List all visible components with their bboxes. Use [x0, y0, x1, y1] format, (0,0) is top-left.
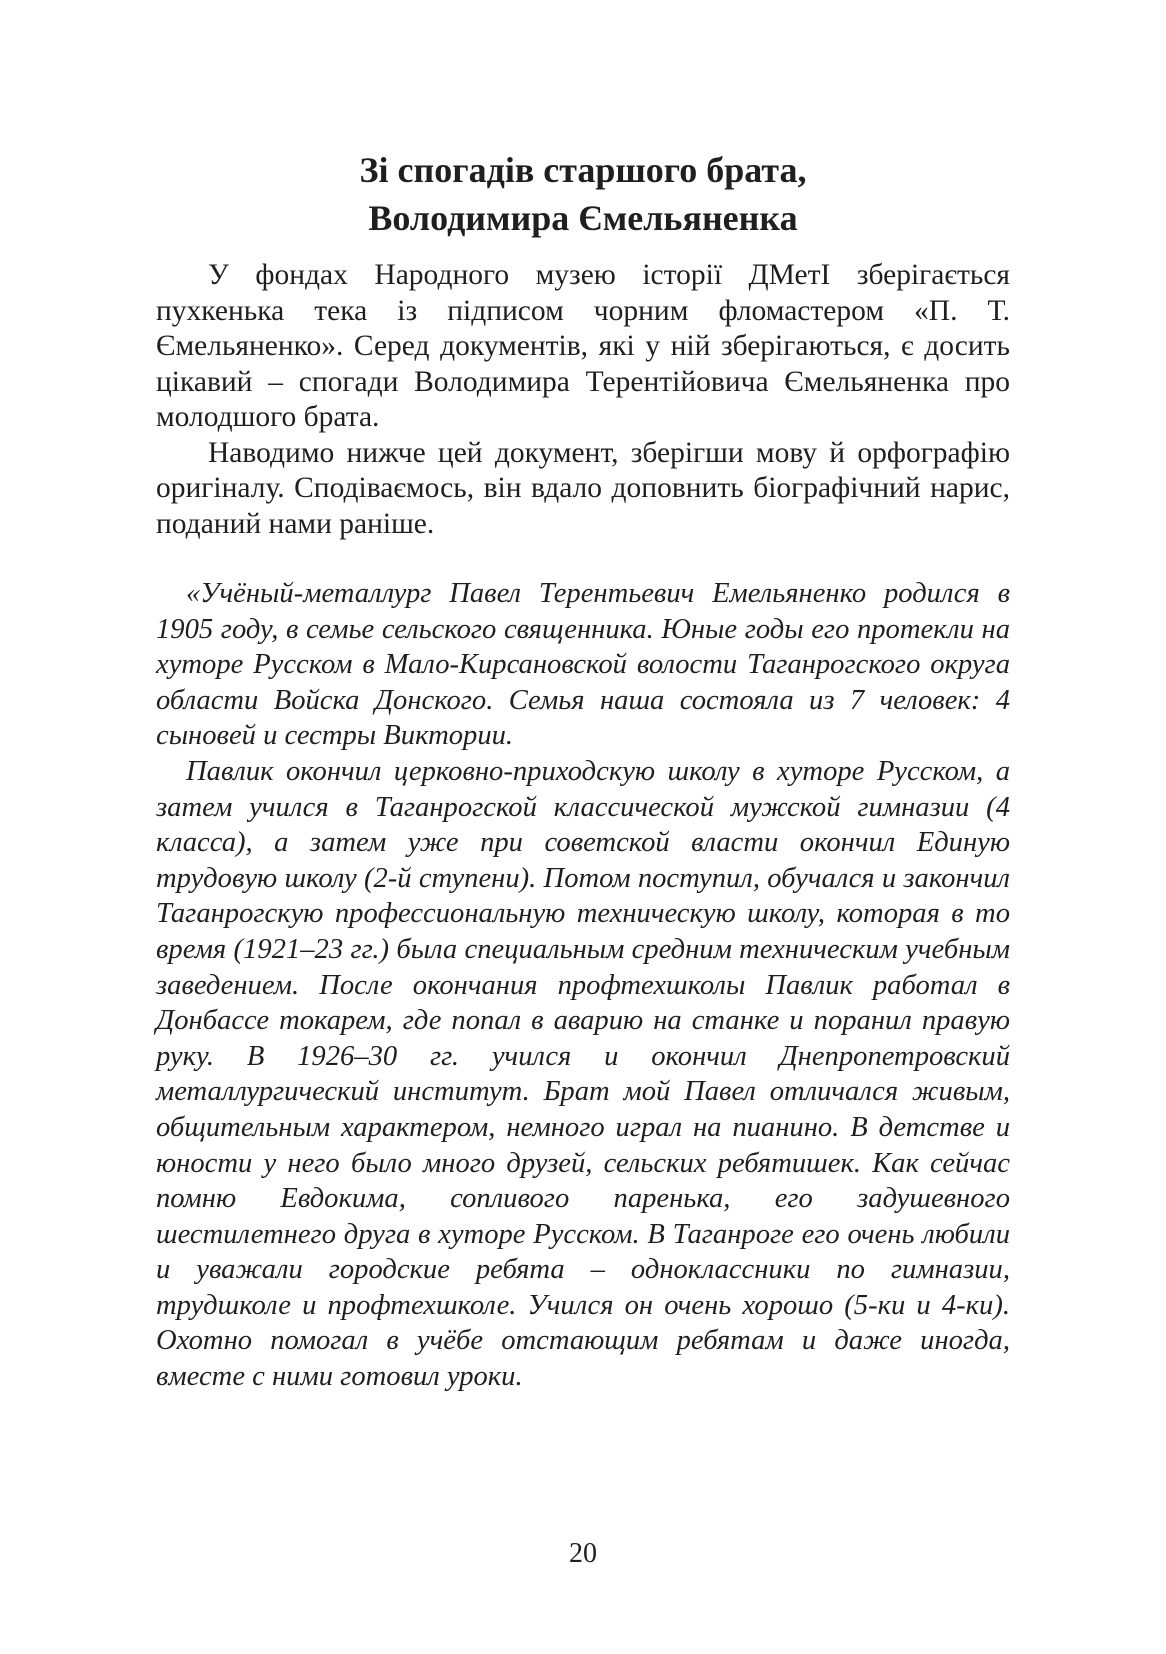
memoir-paragraph-2: Павлик окончил церковно-приходскую школу в хуторе Русском, а затем учился в Таганрогской классической мужской гимназии (4 класса), а затем уже при советской власти окончил Единую трудовую школу (2-й ступени). Потом поступил, обучался и закончил Таганрогскую профессиональную техническую школу, которая в то время (1921–23 гг.) была специальным средним техническим учебным заведением. После окончания профтехшколы Павлик работал в Донбассе токарем, где попал в аварию на станке и поранил правую руку. В 1926–30 гг. учился и окончил Днепропетровский металлургический институт. Брат мой Павел отличался живым, общительным характером, немного играл на пианино. В детстве и юности у него было много друзей, сельских ребятишек. Как сейчас помню Евдокима, сопливого паренька, его задушевного шестилетнего друга в хуторе Русском. В Таганроге его очень любили и уважали городские ребята – одноклассники по гимназии, трудшколе и профтехшколе. Учился он очень хорошо (5-ки и 4-ки). Охотно помогал в учёбе отстающим ребятам и даже иногда, вместе с ними готовил уроки. — [156, 755, 1010, 1393]
title-line-1: Зі спогадів старшого брата, — [359, 150, 807, 190]
intro-paragraph-2: Наводимо нижче цей документ, зберігши мову й орфографію оригіналу. Сподіваємось, він вдало доповнить біографічний нарис, поданий нами раніше. — [156, 436, 1010, 540]
intro-paragraph-1: У фондах Народного музею історії ДМетІ зберігається пухкенька тека із підписом чорним фломастером «П. Т. Ємельяненко». Серед документів, які у ній зберігаються, є досить цікавий – спогади Володимира Терентійовича Ємельяненка про молодшого брата. — [156, 259, 1010, 433]
section-spacer — [156, 542, 1010, 576]
page-content — [156, 146, 1010, 1395]
page-title — [156, 146, 1010, 242]
title-line-2: Володимира Ємельяненка — [368, 198, 798, 238]
memoir-paragraph-1: «Учёный-металлург Павел Терентьевич Емельяненко родился в 1905 году, в семье сельского священника. Юные годы его протекли на хуторе Русском в Мало-Кирсановской волости Таганрогского округа области Войска Донского. Семья наша состояла из 7 человек: 4 сыновей и сестры Виктории. — [156, 578, 1010, 752]
page-number: 20 — [569, 1538, 597, 1569]
